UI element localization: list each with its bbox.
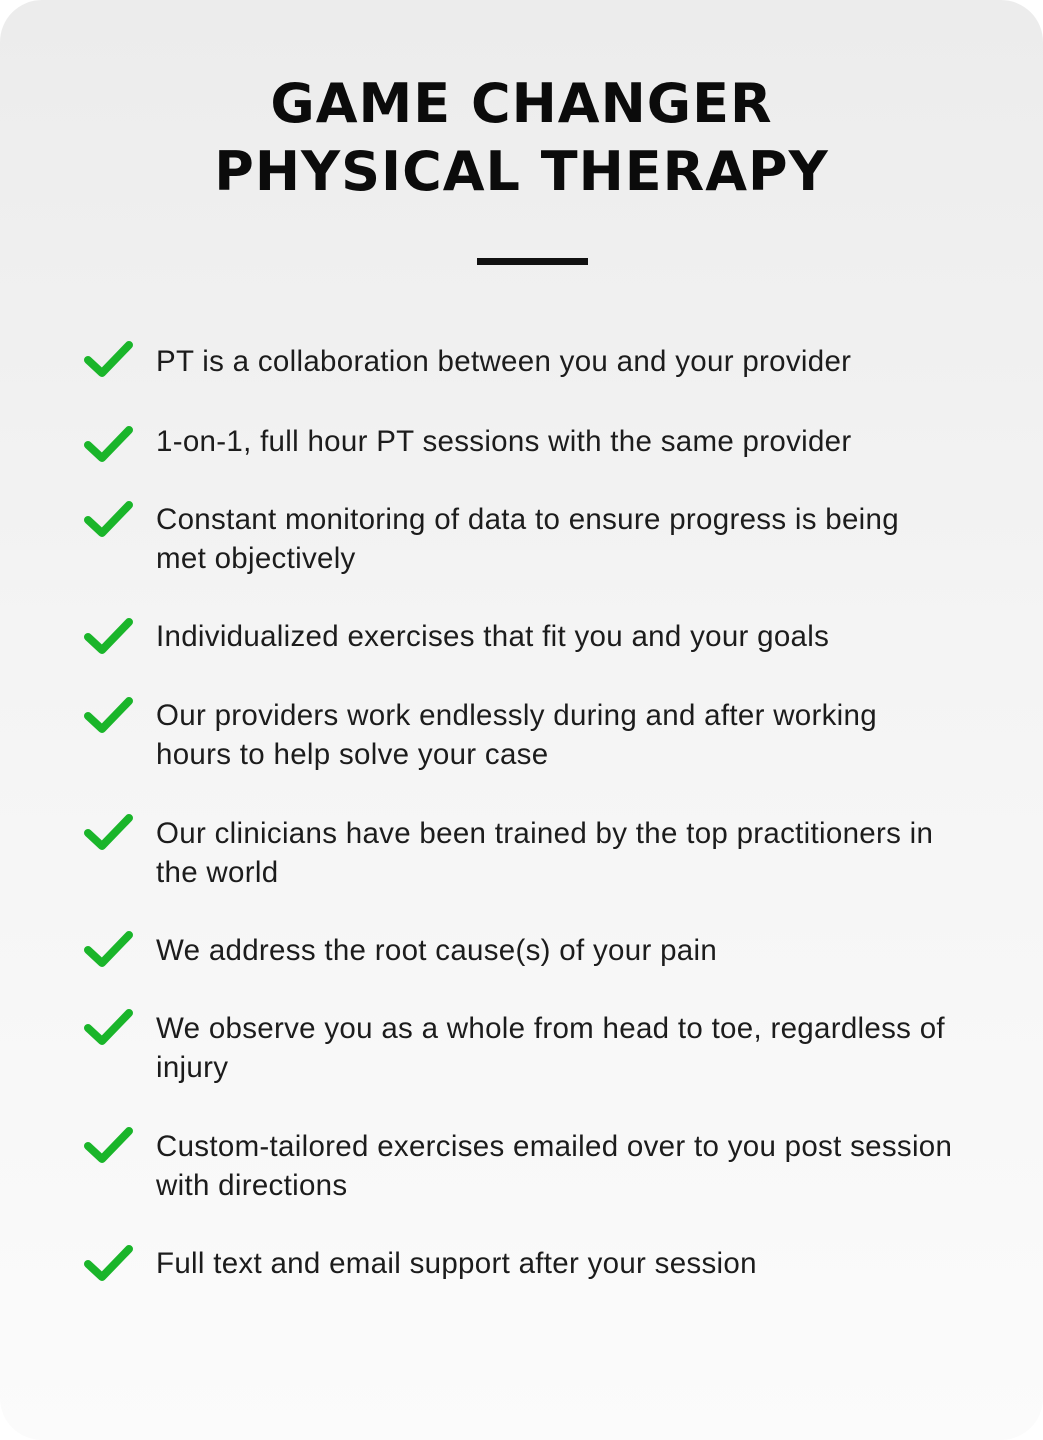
- list-item-text: 1-on-1, full hour PT sessions with the same provider: [156, 425, 852, 458]
- list-item-text: We address the root cause(s) of your pain: [156, 934, 718, 967]
- check-icon: [84, 1008, 134, 1048]
- check-icon: [84, 617, 134, 657]
- list-item-text: Constant monitoring of data to ensure progress is being met objectively: [156, 503, 899, 575]
- check-icon: [84, 1244, 134, 1284]
- check-icon: [84, 813, 134, 853]
- check-icon: [84, 340, 134, 380]
- list-item-text: Individualized exercises that fit you and your goals: [156, 620, 830, 653]
- list-item-text: Custom-tailored exercises emailed over to you post session with directions: [156, 1130, 953, 1202]
- list-item-text: PT is a collaboration between you and your provider: [156, 345, 852, 378]
- check-icon: [84, 1126, 134, 1166]
- check-icon: [84, 696, 134, 736]
- title-divider: [477, 258, 588, 265]
- title-line-2: PHYSICAL THERAPY: [214, 140, 829, 203]
- check-icon: [84, 930, 134, 970]
- title-line-1: GAME CHANGER: [270, 72, 773, 135]
- list-item-text: Our providers work endlessly during and after working hours to help solve your case: [156, 699, 877, 771]
- list-item-text: Full text and email support after your session: [156, 1247, 757, 1280]
- list-item-text: We observe you as a whole from head to toe, regardless of injury: [156, 1012, 945, 1084]
- list-item-text: Our clinicians have been trained by the top practitioners in the world: [156, 817, 934, 889]
- check-icon: [84, 425, 134, 465]
- check-icon: [84, 500, 134, 540]
- page-title: [0, 70, 1043, 206]
